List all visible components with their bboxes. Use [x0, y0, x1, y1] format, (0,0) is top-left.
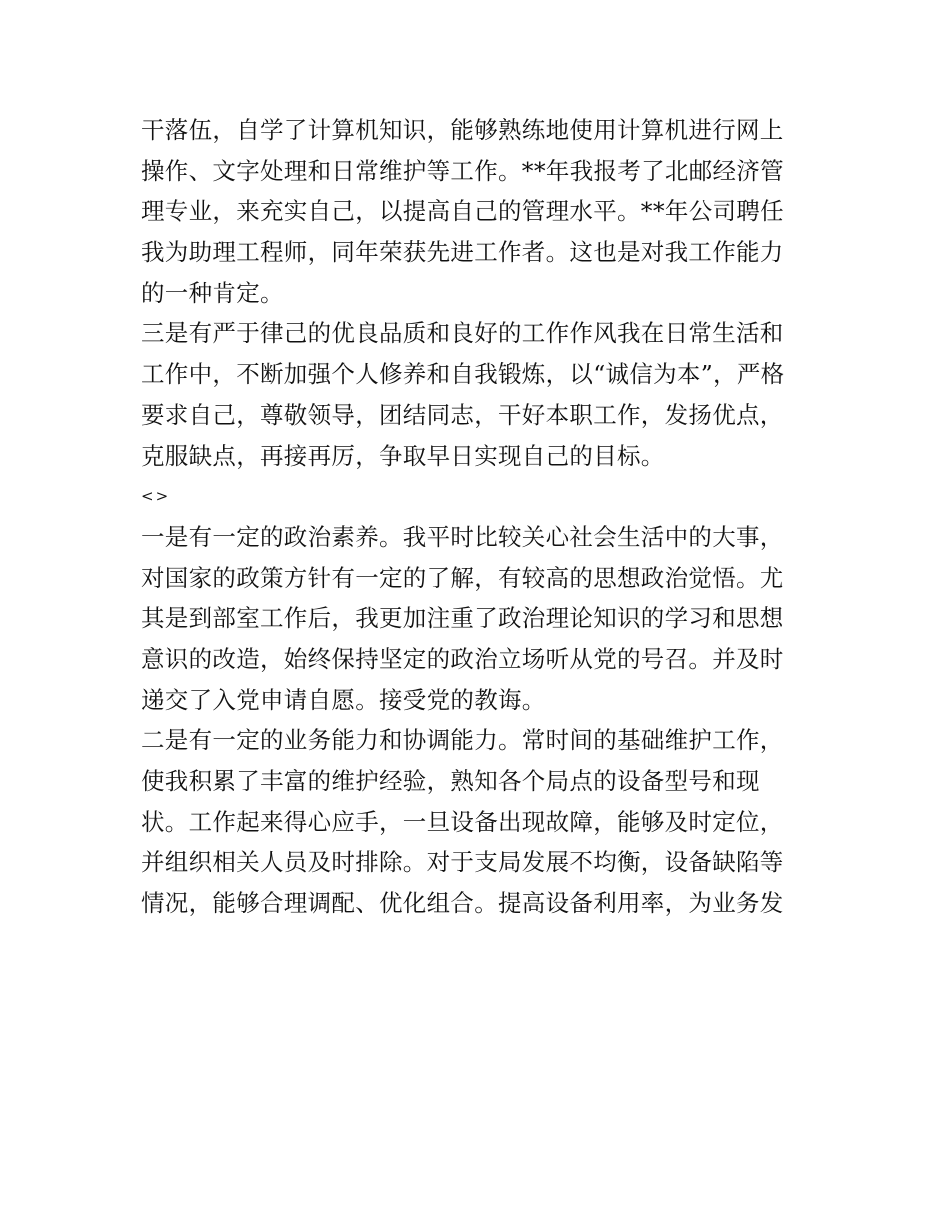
text-line: 操作、文字处理和日常维护等工作。**年我报考了北邮经济管 [141, 156, 784, 185]
text-line: 情况，能够合理调配、优化组合。提高设备利用率，为业务发 [141, 889, 784, 918]
text-line: 使我积累了丰富的维护经验，熟知各个局点的设备型号和现 [141, 767, 760, 795]
text-line: 递交了入党申请自愿。接受党的教诲。 [141, 685, 546, 714]
text-line: 并组织相关人员及时排除。对于支局发展不均衡，设备缺陷等 [141, 848, 784, 877]
text-line: 克服缺点，再接再厉，争取早日实现自己的目标。 [141, 441, 665, 470]
text-line: 干落伍，自学了计算机知识，能够熟练地使用计算机进行网上 [141, 116, 784, 144]
text-line: 二是有一定的业务能力和协调能力。常时间的基础维护工作， [141, 726, 784, 755]
text-line: 理专业，来充实自己，以提高自己的管理水平。**年公司聘任 [141, 197, 784, 226]
text-line: 工作中，不断加强个人修养和自我锻炼，以“诚信为本”，严格 [141, 360, 785, 389]
text-line: 对国家的政策方针有一定的了解，有较高的思想政治觉悟。尤 [141, 563, 784, 592]
text-line: 要求自己，尊敬领导，团结同志，干好本职工作，发扬优点， [141, 400, 784, 429]
text-line-marker: <> [141, 487, 171, 506]
text-line: 三是有严于律己的优良品质和良好的工作作风我在日常生活和 [141, 319, 784, 348]
text-line: 状。工作起来得心应手，一旦设备出现故障，能够及时定位， [141, 807, 784, 836]
text-line: 意识的改造，始终保持坚定的政治立场听从党的号召。并及时 [141, 644, 784, 673]
document-body [141, 110, 821, 924]
text-line: 其是到部室工作后，我更加注重了政治理论知识的学习和思想 [141, 604, 784, 633]
text-line: 我为助理工程师，同年荣获先进工作者。这也是对我工作能力 [141, 238, 784, 267]
text-line: 一是有一定的政治素养。我平时比较关心社会生活中的大事， [141, 522, 784, 551]
text-line: 的一种肯定。 [141, 278, 284, 307]
